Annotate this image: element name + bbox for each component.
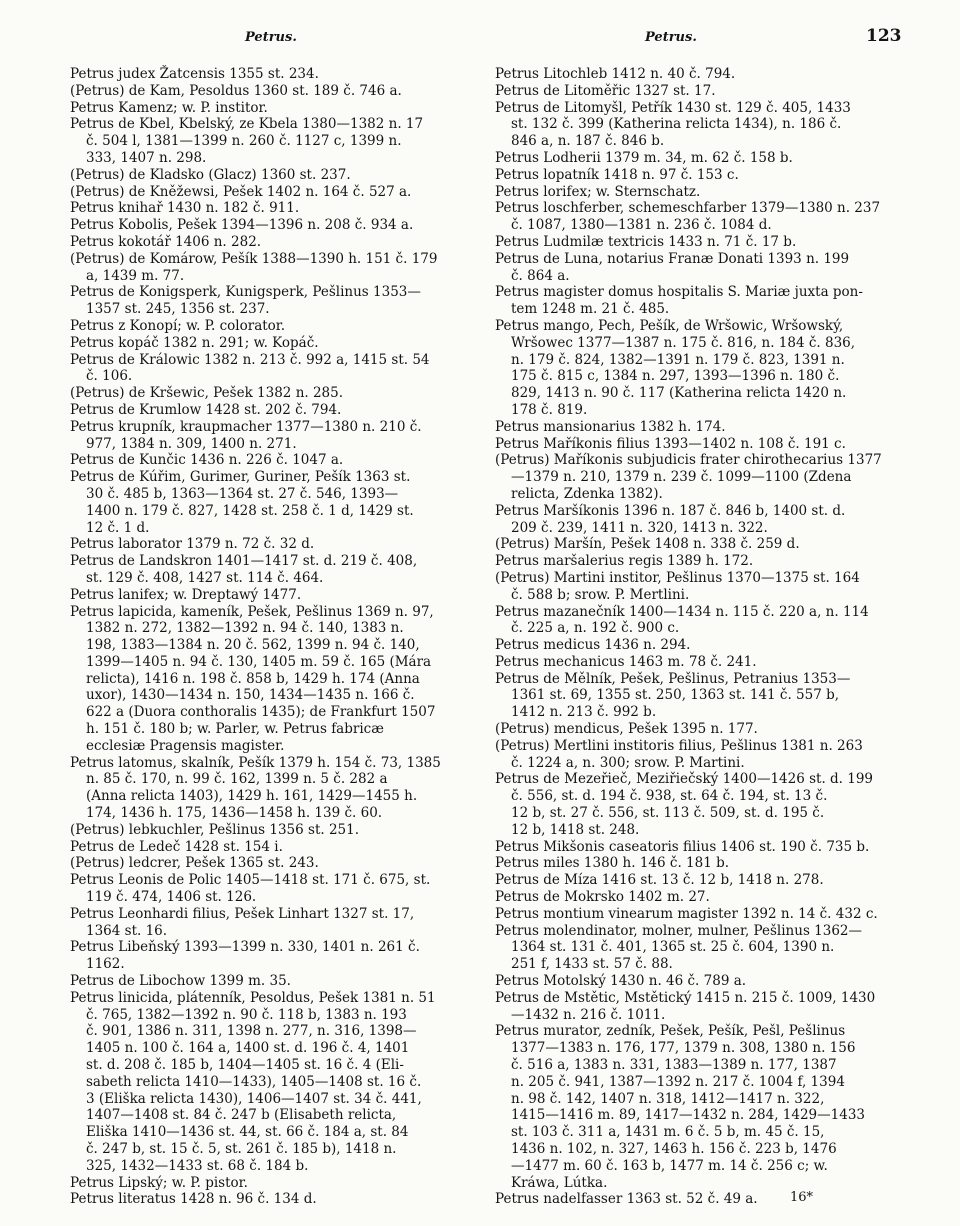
index-entry: Petrus de Landskron 1401—1417 st. d. 219 č. 408, st. 129 č. 408, 1427 st. 114 č. 464.: [70, 553, 418, 586]
index-entry: Petrus Litochleb 1412 n. 40 č. 794.: [495, 66, 736, 82]
index-entry: Petrus krupník, kraupmacher 1377—1380 n. 210 č. 977, 1384 n. 309, 1400 n. 271.: [70, 418, 422, 452]
index-entry: Petrus maršalerius regis 1389 h. 172.: [495, 553, 754, 570]
index-entry: Petrus kokotář 1406 n. 282.: [70, 233, 262, 250]
index-entry: Petrus judex Žatcensis 1355 st. 234.: [70, 66, 319, 82]
index-entry: Petrus Leonhardi filius, Pešek Linhart 1327 st. 17, 1364 st. 16.: [70, 905, 415, 939]
index-entry: (Petrus) Martini institor, Pešlinus 1370—1375 st. 164 č. 588 b; srow. P. Mertlini.: [495, 569, 860, 603]
index-entry: Petrus de Konigsperk, Kunigsperk, Pešlinus 1353— 1357 st. 245, 1356 st. 237.: [70, 284, 421, 318]
index-entry: Petrus lapicida, kameník, Pešek, Pešlinus 1369 n. 97, 1382 n. 272, 1382—1392 n. 94 č. 140, 1383 n. 198, 1383—1384 n. 20 č. 562, 1399 n. 94 č. 140, 1399—1405 n. 94 č. 130, 1405 m. 59 č. 165 (Mára relicta), 1416 n. 198 č. 858 b, 1429 h. 174 (Anna uxor), 1430—1434 n. 150, 1434—1435 n. 166 č. 622 a (Duora conthoralis 1435); de Frankfurt 1507 h. 151 č. 180 b; w. Parler, w. Petrus fabricæ ecclesiæ Pragensis magister.: [70, 603, 436, 754]
index-entry: Petrus Mikšonis caseatoris filius 1406 st. 190 č. 735 b.: [495, 838, 870, 855]
index-entry: Petrus Kobolis, Pešek 1394—1396 n. 208 č. 934 a.: [70, 217, 414, 234]
index-entry: (Petrus) de Komárow, Pešík 1388—1390 h. 151 č. 179 a, 1439 m. 77.: [70, 250, 438, 284]
index-entry: Petrus Maršíkonis 1396 n. 187 č. 846 b, 1400 st. d. 209 č. 239, 1411 n. 320, 1413 n. 322.: [495, 502, 846, 536]
index-entry: Petrus Leonis de Polic 1405—1418 st. 171 č. 675, st. 119 č. 474, 1406 st. 126.: [70, 872, 431, 906]
index-entry: (Petrus) Maříkonis subjudicis frater chirothecarius 1377 —1379 n. 210, 1379 n. 239 č. 1099—1100 (Zdena relicta, Zdenka 1382).: [495, 452, 882, 502]
index-entry: Petrus mazanečník 1400—1434 n. 115 č. 220 a, n. 114 č. 225 a, n. 192 č. 900 c.: [495, 603, 869, 637]
index-entry: Petrus nadelfasser 1363 st. 52 č. 49 a.: [495, 1191, 758, 1208]
left-running-title: Petrus.: [245, 30, 297, 45]
page-number: 123: [866, 26, 902, 46]
index-entry: Petrus lopatník 1418 n. 97 č. 153 c.: [495, 166, 739, 183]
index-entry: Petrus de Kbel, Kbelský, ze Kbela 1380—1382 n. 17 č. 504 l, 1381—1399 n. 260 č. 1127 c, 1399 n. 333, 1407 n. 298.: [70, 116, 424, 166]
index-entry: Petrus latomus, skalník, Pešík 1379 h. 154 č. 73, 1385 n. 85 č. 170, n. 99 č. 162, 1399 n. 5 č. 282 a (Anna relicta 1403), 1429 h. 161, 1429—1455 h. 174, 1436 h. 175, 1436—1458 h. 139 č. 60.: [70, 754, 441, 822]
running-header: [0, 26, 960, 54]
index-entry: Petrus Maříkonis filius 1393—1402 n. 108 č. 191 c.: [495, 435, 846, 452]
signature-mark: 16*: [790, 1190, 814, 1205]
index-entry: Petrus de Králowic 1382 n. 213 č. 992 a, 1415 st. 54 č. 106.: [70, 351, 430, 385]
index-entry: Petrus molendinator, molner, mulner, Pešlinus 1362— 1364 st. 131 č. 401, 1365 st. 25 č. 604, 1390 n. 251 f, 1433 st. 57 č. 88.: [495, 922, 863, 973]
index-entry: Petrus loschferber, schemeschfarber 1379—1380 n. 237 č. 1087, 1380—1381 n. 236 č. 1084 d.: [495, 200, 881, 234]
index-entry: (Petrus) Mertlini institoris filius, Pešlinus 1381 n. 263 č. 1224 a, n. 300; srow. P. Martini.: [495, 737, 863, 771]
index-entry: Petrus de Ledeč 1428 st. 154 i.: [70, 838, 283, 855]
index-entry: (Petrus) de Kněžewsi, Pešek 1402 n. 164 č. 527 a.: [70, 183, 412, 200]
index-entry: Petrus Ludmilæ textricis 1433 n. 71 č. 17 b.: [495, 233, 797, 250]
index-entry: Petrus mechanicus 1463 m. 78 č. 241.: [495, 653, 757, 670]
index-entry: Petrus magister domus hospitalis S. Mariæ juxta pon- tem 1248 m. 21 č. 485.: [495, 284, 863, 318]
left-column: [70, 66, 469, 1208]
index-entry: Petrus de Krumlow 1428 st. 202 č. 794.: [70, 401, 342, 418]
index-entry: Petrus lorifex; w. Sternschatz.: [495, 183, 701, 200]
index-entry: Petrus mango, Pech, Pešík, de Wršowic, Wršowský, Wršowec 1377—1387 n. 175 č. 816, n. 184 č. 836, n. 179 č. 824, 1382—1391 n. 179 č. 823, 1391 n. 175 č. 815 c, 1384 n. 297, 1393—1396 n. 180 č. 829, 1413 n. 90 č. 117 (Katherina relicta 1420 n. 178 č. 819.: [495, 317, 856, 418]
index-entry: Petrus miles 1380 h. 146 č. 181 b.: [495, 855, 730, 872]
index-entry: (Petrus) de Kladsko (Glacz) 1360 st. 237.: [70, 166, 351, 183]
index-entry: Petrus de Luna, notarius Franæ Donati 1393 n. 199 č. 864 a.: [495, 250, 850, 284]
right-running-title: Petrus.: [645, 30, 697, 45]
index-entry: Petrus kopáč 1382 n. 291; w. Kopáč.: [70, 334, 319, 351]
index-entry: Petrus de Mokrsko 1402 m. 27.: [495, 889, 710, 906]
index-entry: Petrus de Litomyšl, Petřík 1430 st. 129 č. 405, 1433 st. 132 č. 399 (Katherina relicta 1434), n. 186 č. 846 a, n. 187 č. 846 b.: [495, 99, 851, 150]
index-entry: Petrus Lodherii 1379 m. 34, m. 62 č. 158 b.: [495, 149, 793, 166]
index-entry: Petrus de Libochow 1399 m. 35.: [70, 973, 291, 990]
index-entry: Petrus de Kunčic 1436 n. 226 č. 1047 a.: [70, 452, 344, 469]
index-entry: Petrus de Mstětic, Mstětický 1415 n. 215 č. 1009, 1430 —1432 n. 216 č. 1011.: [495, 989, 876, 1023]
index-entry: Petrus Lipský; w. P. pistor.: [70, 1174, 248, 1191]
index-entry: (Petrus) Maršín, Pešek 1408 n. 338 č. 259 d.: [495, 536, 800, 553]
index-entry: (Petrus) de Kam, Pesoldus 1360 st. 189 č. 746 a.: [70, 82, 402, 99]
index-entry: Petrus de Mezeřieč, Meziřiečský 1400—1426 st. d. 199 č. 556, st. d. 194 č. 938, st. 64 č. 194, st. 13 č. 12 b, st. 27 č. 556, st. 113 č. 509, st. d. 195 č. 12 b, 1418 st. 248.: [495, 771, 874, 838]
index-entry: Petrus literatus 1428 n. 96 č. 134 d.: [70, 1191, 317, 1208]
index-entry: Petrus z Konopí; w. P. colorator.: [70, 317, 286, 334]
index-entry: Petrus mansionarius 1382 h. 174.: [495, 418, 726, 435]
index-entry: Petrus de Litoměřic 1327 st. 17.: [495, 82, 716, 99]
index-entry: (Petrus) de Kršewic, Pešek 1382 n. 285.: [70, 385, 344, 402]
index-entry: Petrus de Míza 1416 st. 13 č. 12 b, 1418 n. 278.: [495, 872, 824, 889]
index-entry: Petrus linicida, plátenník, Pesoldus, Pešek 1381 n. 51 č. 765, 1382—1392 n. 90 č. 118 b, 1383 n. 193 č. 901, 1386 n. 311, 1398 n. 277, n. 316, 1398— 1405 n. 100 č. 164 a, 1400 st. d. 196 č. 4, 1401 st. d. 208 č. 185 b, 1404—1405 st. 16 č. 4 (Eli- sabeth relicta 1410—1433), 1405—1408 st. 16 č. 3 (Eliška relicta 1430), 1406—1407 st. 34 č. 441, 1407—1408 st. 84 č. 247 b (Elisabeth relicta, Eliška 1410—1436 st. 44, st. 66 č. 184 a, st. 84 č. 247 b, st. 15 č. 5, st. 261 č. 185 b), 1418 n. 325, 1432—1433 st. 68 č. 184 b.: [70, 989, 436, 1174]
index-entry: Petrus lanifex; w. Dreptawý 1477.: [70, 586, 302, 603]
index-entry: Petrus Motolský 1430 n. 46 č. 789 a.: [495, 973, 747, 990]
index-entry: Petrus de Kúřim, Gurimer, Guriner, Pešík 1363 st. 30 č. 485 b, 1363—1364 st. 27 č. 546, 1393— 1400 n. 179 č. 827, 1428 st. 258 č. 1 d, 1429 st. 12 č. 1 d.: [70, 469, 414, 536]
index-entry: Petrus medicus 1436 n. 294.: [495, 637, 691, 654]
index-entry: Petrus Libeňský 1393—1399 n. 330, 1401 n. 261 č. 1162.: [70, 939, 420, 973]
index-entry: Petrus murator, zedník, Pešek, Pešík, Pešl, Pešlinus 1377—1383 n. 176, 177, 1379 n. 308, 1380 n. 156 č. 516 a, 1383 n. 331, 1383—1389 n. 177, 1387 n. 205 č. 941, 1387—1392 n. 217 č. 1004 f, 1394 n. 98 č. 142, 1407 n. 318, 1412—1417 n. 322, 1415—1416 m. 89, 1417—1432 n. 284, 1429—1433 st. 103 č. 311 a, 1431 m. 6 č. 5 b, m. 45 č. 15, 1436 n. 102, n. 327, 1463 h. 156 č. 223 b, 1476 —1477 m. 60 č. 163 b, 1477 m. 14 č. 256 c; w. Kráwa, Lútka.: [495, 1023, 865, 1191]
index-entry: (Petrus) mendicus, Pešek 1395 n. 177.: [495, 721, 758, 738]
index-entry: Petrus montium vinearum magister 1392 n. 14 č. 432 c.: [495, 905, 878, 922]
index-entry: Petrus Kamenz; w. P. institor.: [70, 99, 268, 116]
index-entry: Petrus de Mělník, Pešek, Pešlinus, Petranius 1353— 1361 st. 69, 1355 st. 250, 1363 st. 141 č. 557 b, 1412 n. 213 č. 992 b.: [495, 670, 851, 721]
index-entry: (Petrus) ledcrer, Pešek 1365 st. 243.: [70, 855, 319, 872]
index-entry: Petrus laborator 1379 n. 72 č. 32 d.: [70, 536, 315, 553]
index-entry: (Petrus) lebkuchler, Pešlinus 1356 st. 251.: [70, 821, 360, 838]
index-entry: Petrus knihař 1430 n. 182 č. 911.: [70, 200, 300, 217]
right-column: [495, 66, 893, 1208]
